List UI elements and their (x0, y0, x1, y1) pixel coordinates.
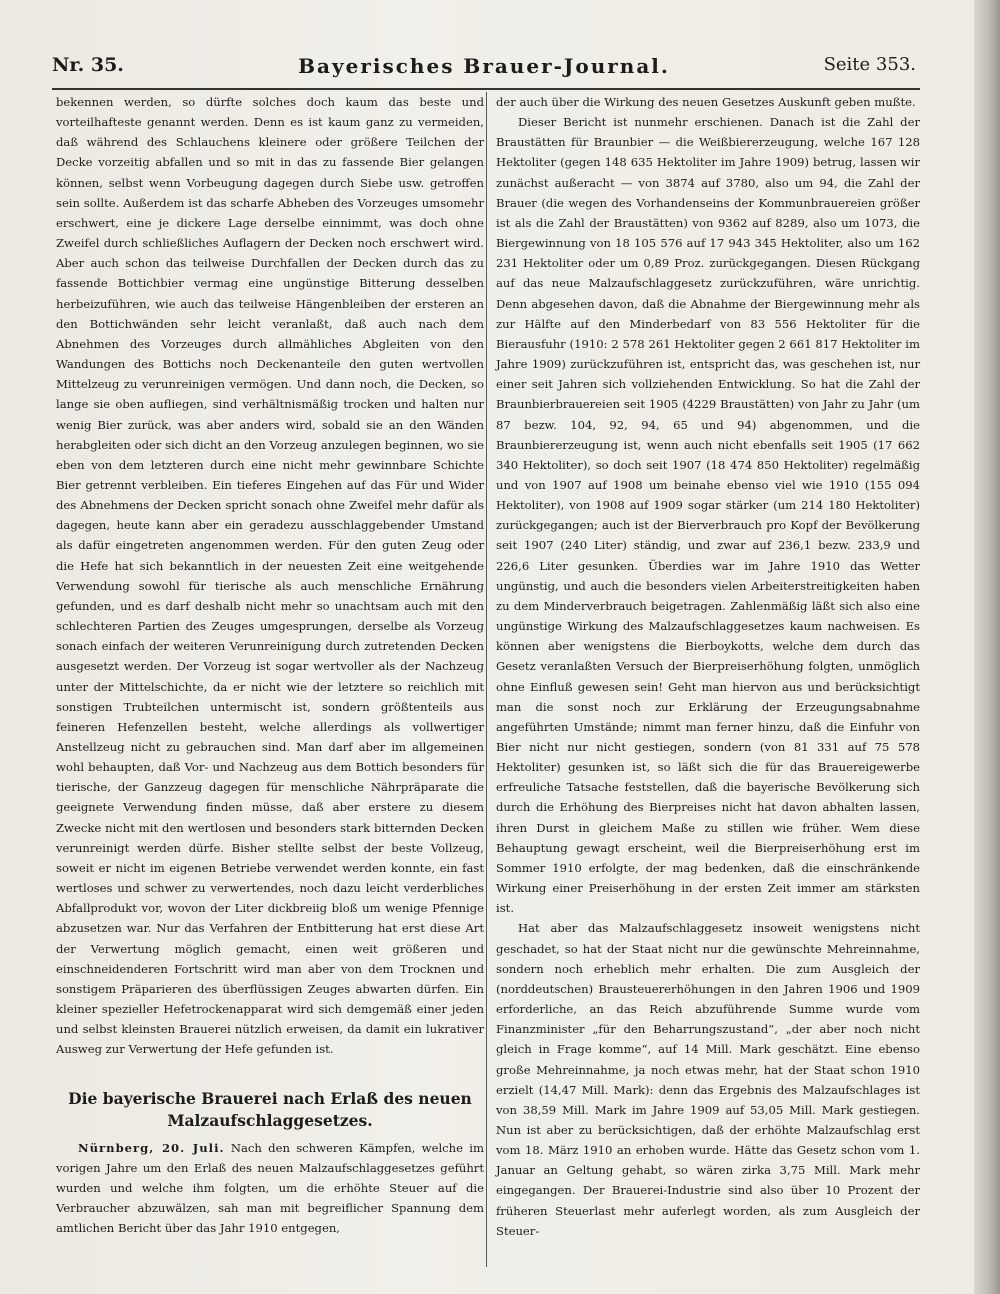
article-intro (56, 1138, 484, 1239)
page-edge-shadow (974, 0, 1000, 1294)
journal-title: Bayerisches Brauer-Journal. (298, 54, 670, 78)
page-number: Seite 353. (823, 54, 916, 75)
intro-text: Nach den schweren Kämpfen, welche im vorigen Jahre um den Erlaß des neuen Malzaufschlaggesetzes geführt wurden und welche ihm folgten, um die erhöhte Steuer auf die Verbraucher abzuwälzen, sah man mit begreiflicher Spannung dem amtlichen Bericht über das Jahr 1910 entgegen, (56, 1140, 484, 1236)
article-title: Die bayerische Brauerei nach Erlaß des neuen Malzaufschlaggesetzes. (68, 1088, 472, 1130)
right-paragraph-report: Dieser Bericht ist nunmehr erschienen. Danach ist die Zahl der Braustätten für Braunbier — die Weißbiererzeugung, welche 167 128 Hektoliter (gegen 148 635 Hektoliter im Jahre 1909) betrug, lassen wir zunächst außeracht — von 3874 auf 3780, also um 94, die Zahl der Brauer (die wegen des Vorhandenseins der Kommunbrauereien größer ist als die Zahl der Braustätten) von 9362 auf 8289, also um 1073, die Biergewinnung von 18 105 576 auf 17 943 345 Hektoliter, also um 162 231 Hektoliter oder um 0,89 Proz. zurückgegangen. Diesen Rückgang auf das neue Malzaufschlaggesetz zurückzuführen, wäre unrichtig. Denn abgesehen davon, daß die Abnahme der Biergewinnung mehr als zur Hälfte auf den Minderbedarf von 83 556 Hektoliter für die Bierausfuhr (1910: 2 578 261 Hektoliter gegen 2 661 817 Hektoliter im Jahre 1909) zurückzuführen ist, entspricht das, was geschehen ist, nur einer seit Jahren sich vollziehenden Entwicklung. So hat die Zahl der Braunbierbrauereien seit 1905 (4229 Braustätten) von Jahr zu Jahr (um 87 bezw. 104, 92, 94, 65 und 94) abgenommen, und die Braunbiererzeugung ist, wenn auch nicht ebenfalls seit 1905 (17 662 340 Hektoliter), so doch seit 1907 (18 474 850 Hektoliter) regelmäßig und von 1907 auf 1908 um beinahe ebenso viel wie 1910 (155 094 Hektoliter), von 1908 auf 1909 sogar stärker (um 214 180 Hektoliter) zurückgegangen; auch ist der Bierverbrauch pro Kopf der Bevölkerung seit 1907 (240 Liter) ständig, und zwar auf 236,1 bezw. 233,9 und 226,6 Liter gesunken. Überdies war im Jahre 1910 das Wetter ungünstig, und auch die besonders vielen Arbeiterstreitigkeiten haben zu dem Minderverbrauch beigetragen. Zahlenmäßig läßt sich also eine ungünstige Wirkung des Malzaufschlaggesetzes kaum nachweisen. Es können aber wenigstens die Bierboykotts, welche dem durch das Gesetz veranlaßten Versuch der Bierpreiserhöhung folgten, unmöglich ohne Einfluß gewesen sein! Geht man hiervon aus und berücksichtigt man die sonst noch zur Erklärung der Erzeugungsabnahme angeführten Umstände; nimmt man ferner hinzu, daß die Einfuhr von Bier nicht nur nicht gestiegen, sondern (von 81 331 auf 75 578 Hektoliter) gesunken ist, so läßt sich die für das Brauereigewerbe erfreuliche Tatsache feststellen, daß die bayerische Bevölkerung sich durch die Erhöhung des Bierpreises nicht hat davon abhalten lassen, ihren Durst in gleichem Maße zu stillen wie früher. Wem diese Behauptung gewagt erscheint, weil die Bierpreiserhöhung erst im Sommer 1910 erfolgte, der mag bedenken, daß die einschränkende Wirkung einer Preiserhöhung in der ersten Zeit immer am stärksten ist. (496, 115, 920, 916)
right-paragraph-revenue: Hat aber das Malzaufschlaggesetz insoweit wenigstens nicht geschadet, so hat der Staat nicht nur die gewünschte Mehreinnahme, sondern noch erheblich mehr erhalten. Die zum Ausgleich der (norddeutschen) Brausteuererhöhungen in den Jahren 1906 und 1909 erforderliche, an das Reich abzuführende Summe wurde vom Finanzminister „für den Beharrungszustand“, „der aber noch nicht gleich in Frage komme“, auf 14 Mill. Mark geschätzt. Eine ebenso große Mehreinnahme, ja noch etwas mehr, hat der Staat schon 1910 erzielt (14,47 Mill. Mark): denn das Ergebnis des Malzaufschlages ist von 38,59 Mill. Mark im Jahre 1909 auf 53,05 Mill. Mark gestiegen. Nun ist aber zu berücksichtigen, daß der erhöhte Malzaufschlag erst vom 18. März 1910 an erhoben wurde. Hätte das Gesetz schon vom 1. Januar an Geltung gehabt, so wären zirka 3,75 Mill. Mark mehr eingegangen. Der Brauerei-Industrie sind also über 10 Prozent der früheren Steuerlast mehr auferlegt worden, als zum Ausgleich der Steuer- (496, 921, 920, 1238)
left-column (56, 92, 484, 1238)
right-paragraph-continued: der auch über die Wirkung des neuen Gesetzes Auskunft geben mußte. (496, 95, 916, 109)
page-header (52, 50, 916, 82)
issue-number: Nr. 35. (52, 54, 124, 76)
column-divider (486, 92, 487, 1267)
header-rule (52, 88, 920, 90)
right-column (496, 92, 920, 1241)
dateline: Nürnberg, 20. Juli. (78, 1140, 225, 1155)
left-paragraph: bekennen werden, so dürfte solches doch kaum das beste und vorteilhafteste genannt werden. Denn es ist kaum ganz zu vermeiden, daß während des Schlauchens kleinere oder größere Teilchen der Decke vorzeitig abfallen und so mit in das zu fassende Bier gelangen können, selbst wenn Vorbeugung dagegen durch Siebe usw. getroffen sein sollte. Außerdem ist das scharfe Abheben des Vorzeuges umsomehr erschwert, eine je dickere Lage derselbe einnimmt, was doch ohne Zweifel durch schließliches Auflagern der Decken noch erschwert wird. Aber auch schon das teilweise Durchfallen der Decken durch das zu fassende Bottichbier vermag eine ungünstige Bitterung desselben herbeizuführen, wie auch das teilweise Hängenbleiben der ersteren an den Bottichwänden sehr leicht veranlaßt, daß auch nach dem Abnehmen des Vorzeuges durch allmähliches Abgleiten von den Wandungen des Bottichs noch Deckenanteile den guten wertvollen Mittelzeug zu verunreinigen vermögen. Und dann noch, die Decken, so lange sie oben aufliegen, sind verhältnismäßig trocken und halten nur wenig Bier zurück, was aber anders wird, sobald sie an den Wänden herabgleiten oder sich dicht an den Vorzeug anzulegen beginnen, wo sie eben von dem letzteren durch eine nicht mehr gewinnbare Schichte Bier getrennt verbleiben. Ein tieferes Eingehen auf das Für und Wider des Abnehmens der Decken spricht sonach ohne Zweifel mehr dafür als dagegen, heute kann aber ein geradezu ausschlaggebender Umstand als dafür eingetreten angenommen werden. Für den guten Zeug oder die Hefe hat sich bekanntlich in der neuesten Zeit eine weitgehende Verwendung sowohl für tierische als auch menschliche Ernährung gefunden, und es darf deshalb nicht mehr so unachtsam auch mit den schlechteren Partien des Zeuges umgesprungen, derselbe als Vorzeug sonach einfach der weiteren Verunreinigung durch zutretenden Decken ausgesetzt werden. Der Vorzeug ist sogar wertvoller als der Nachzeug unter der Mittelschichte, da er nicht wie der letztere so reichlich mit sonstigen Trubteilchen untermischt ist, sondern größtenteils aus feineren Hefenzellen besteht, welche allerdings als vollwertiger Anstellzeug nicht zu gebrauchen sind. Man darf aber im allgemeinen wohl behaupten, daß Vor- und Nachzeug aus dem Bottich besonders für tierische, der Ganzzeug dagegen für menschliche Nährpräparate die geeignete Verwendung finden müsse, daß aber erstere zu diesem Zwecke nicht mit den wertlosen und besonders stark bitternden Decken verunreinigt werden dürfe. Bisher stellte selbst der beste Vollzeug, soweit er nicht im eigenen Betriebe verwendet werden konnte, ein fast wertloses und schwer zu verwertendes, noch dazu leicht verderbliches Abfallprodukt vor, wovon der Liter dickbreiig bloß um wenige Pfennige abzusetzen war. Nur das Verfahren der Entbitterung hat erst diese Art der Verwertung möglich gemacht, einen weit größeren und einschneidenderen Fortschritt wird man aber von dem Trocknen und sonstigem Präparieren des überflüssigen Zeuges abwarten dürfen. Ein kleiner spezieller Hefetrockenapparat wird sich demgemäß einer jeden und selbst kleinsten Brauerei nützlich erweisen, da damit ein lukrativer Ausweg zur Verwertung der Hefe gefunden ist. (56, 95, 484, 1057)
